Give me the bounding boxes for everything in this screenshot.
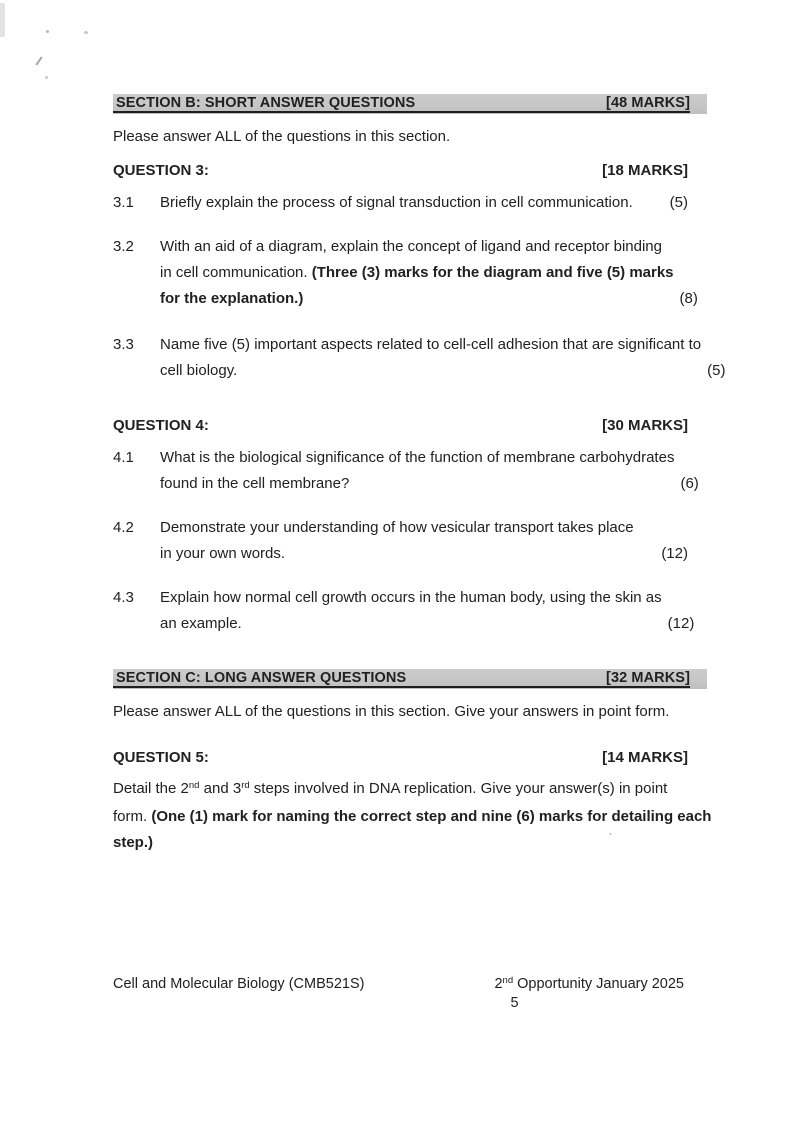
question-item-4-2 (113, 515, 707, 567)
question-text-line: Explain how normal cell growth occurs in the human body, using the skin as (160, 589, 662, 606)
text-segment: Detail the 2 (113, 780, 189, 797)
footer-session (494, 976, 684, 1012)
text-segment-bold: for the explanation.) (160, 290, 304, 307)
ordinal-superscript: nd (188, 780, 200, 791)
question-item-3-2 (113, 234, 707, 312)
question-text-line: in your own words. (160, 545, 286, 562)
question-text-line: With an aid of a diagram, explain the concept of ligand and receptor binding (160, 238, 662, 255)
question-item-4-3 (113, 585, 707, 637)
text-segment-bold: (One (1) mark for naming the correct step and nine (6) marks for detailing each (151, 808, 712, 825)
question-text (160, 234, 674, 312)
section-c-marks: [32 MARKS] (606, 670, 690, 686)
question-text (160, 515, 655, 567)
page-content (113, 94, 726, 856)
question-number: 3.2 (113, 238, 134, 255)
question-text-line (160, 286, 674, 312)
question-text-line: cell biology. (160, 362, 238, 379)
scan-artifact (46, 30, 49, 33)
question-item-4-1 (113, 445, 707, 497)
text-segment-bold: step.) (113, 834, 154, 851)
section-b-title: SECTION B: SHORT ANSWER QUESTIONS (116, 95, 416, 111)
marks-value: (8) (679, 290, 698, 307)
question-number: 4.3 (113, 589, 134, 606)
question-4-label: QUESTION 4: (113, 417, 209, 434)
page-number: 5 (510, 995, 519, 1011)
marks-value: (5) (669, 194, 688, 211)
section-b-marks: [48 MARKS] (606, 95, 690, 111)
question-4-heading (113, 416, 707, 436)
marks-value: (5) (707, 362, 726, 379)
question-text-line (160, 260, 674, 286)
question-item-3-1 (113, 190, 707, 216)
question-text-line (113, 804, 712, 830)
question-3-label: QUESTION 3: (113, 162, 209, 179)
question-text (160, 332, 701, 384)
question-5-text (113, 776, 712, 856)
ordinal-superscript: rd (241, 780, 250, 791)
marks-value: (12) (661, 545, 688, 562)
scan-artifact (45, 76, 48, 79)
scan-artifact (35, 56, 42, 65)
question-5-label: QUESTION 5: (113, 749, 209, 766)
section-b-header-bar (113, 94, 707, 114)
text-segment: and 3 (199, 780, 242, 797)
question-text-line: What is the biological significance of the function of membrane carbohydrates (160, 449, 675, 466)
marks-value: (12) (667, 615, 695, 632)
question-text-line (113, 830, 695, 856)
question-number: 3.1 (113, 194, 134, 211)
ordinal-superscript: nd (502, 975, 514, 986)
question-text-line: Briefly explain the process of signal transduction in cell communication. (160, 194, 633, 211)
question-number: 4.2 (113, 519, 134, 536)
footer-session-line (494, 976, 684, 994)
question-5-marks: [14 MARKS] (602, 749, 688, 766)
section-b-instruction: Please answer ALL of the questions in this section. (113, 128, 451, 145)
question-text (160, 585, 662, 637)
footer-course-title: Cell and Molecular Biology (CMB521S) (113, 976, 365, 992)
text-segment: in cell communication. (160, 264, 312, 281)
question-item-3-3 (113, 332, 726, 384)
question-text-line: Name five (5) important aspects related to cell-cell adhesion that are significant to (160, 336, 702, 353)
section-c-title: SECTION C: LONG ANSWER QUESTIONS (116, 670, 407, 686)
question-5-heading (113, 748, 707, 768)
question-text (160, 190, 664, 216)
text-segment: form. (113, 808, 152, 825)
scan-artifact (84, 30, 89, 34)
text-segment: Opportunity January 2025 (513, 976, 684, 992)
section-c-header-bar (113, 669, 707, 689)
question-4-marks: [30 MARKS] (602, 417, 688, 434)
question-text-line: Demonstrate your understanding of how vesicular transport takes place (160, 519, 634, 536)
question-3-heading (113, 161, 707, 181)
question-3-marks: [18 MARKS] (602, 162, 688, 179)
question-text-line: an example. (160, 615, 242, 632)
section-c-instruction: Please answer ALL of the questions in this section. Give your answers in point form. (113, 703, 670, 720)
question-number: 3.3 (113, 336, 134, 353)
section-b-header-row (113, 95, 690, 113)
marks-value: (6) (680, 475, 699, 492)
text-segment: 2 (494, 976, 503, 992)
text-segment-bold: (Three (3) marks for the diagram and five (5) marks (311, 264, 674, 281)
scan-artifact (0, 3, 5, 37)
section-c-header-row (113, 670, 690, 688)
question-text (160, 445, 674, 497)
question-text-line (113, 776, 695, 804)
question-text-line: found in the cell membrane? (160, 475, 350, 492)
question-number: 4.1 (113, 449, 134, 466)
text-segment: steps involved in DNA replication. Give your answer(s) in point (249, 780, 668, 797)
